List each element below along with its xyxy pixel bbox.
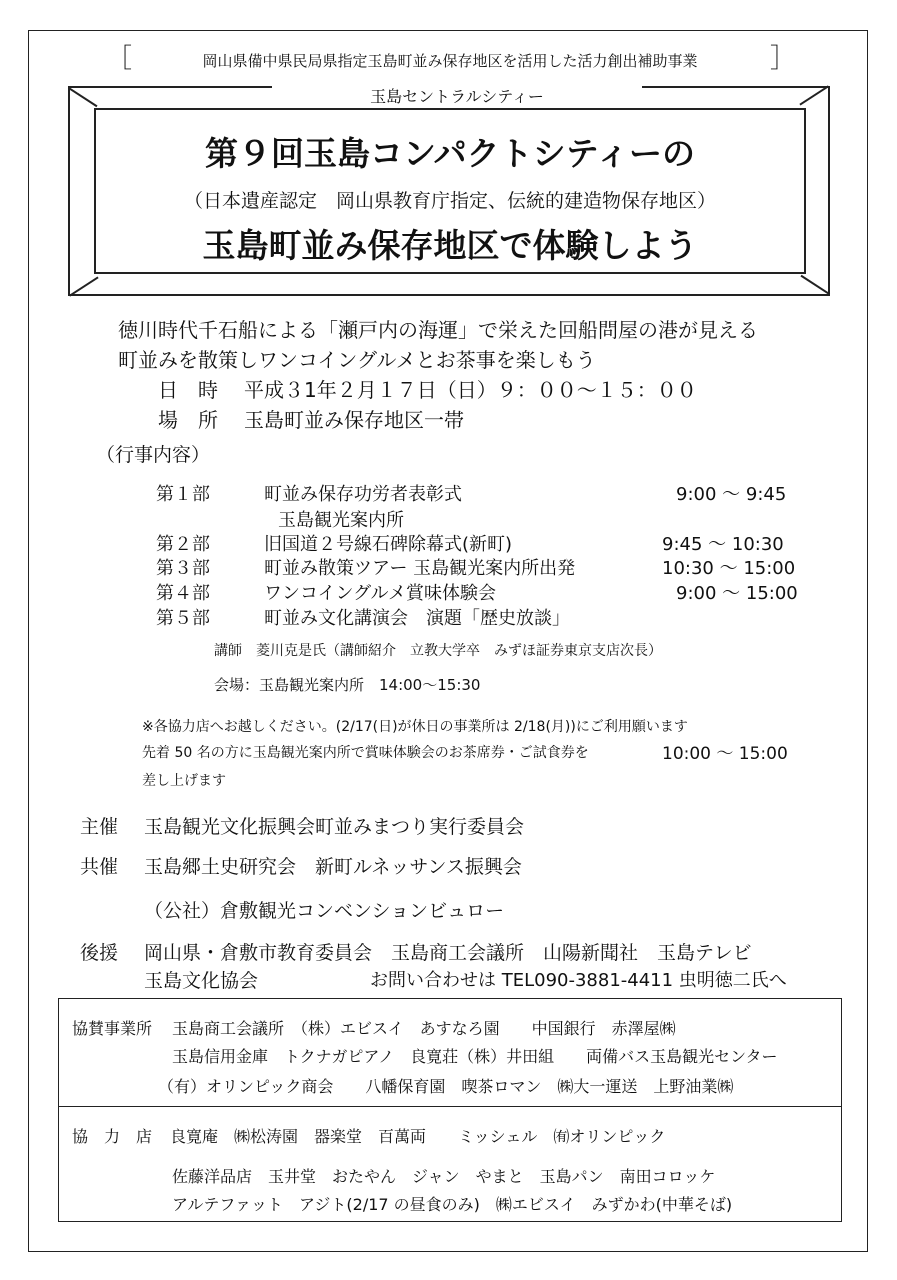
program-part: 第５部 [156, 608, 210, 629]
note-line-2: 先着 50 名の方に玉島観光案内所で賞味体験会のお茶席券・ご試食券を [142, 745, 589, 761]
program-title: ワンコイングルメ賞味体験会 [264, 583, 497, 604]
program-title: 旧国道２号線石碑除幕式(新町) [264, 534, 513, 555]
program-part: 第３部 [156, 558, 210, 579]
place-label: 場 所 [158, 408, 218, 432]
program-heading: （行事内容） [96, 444, 211, 466]
title-line-3: 玉島町並み保存地区で体験しよう [202, 226, 698, 265]
cohost-line-2: （公社）倉敷観光コンベンションビュロー [144, 900, 505, 922]
note-line-1: ※各協力店へお越しください。(2/17(日)が休日の事業所は 2/18(月))にご利用願います [142, 719, 688, 735]
lecturer: 講師 菱川克是氏（講師紹介 立教大学卒 みずほ証券東京支店次長） [214, 643, 662, 659]
support-line-1: 岡山県・倉敷市教育委員会 玉島商工会議所 山陽新聞社 玉島テレビ [144, 942, 752, 964]
program-part: 第４部 [156, 583, 210, 604]
program-title: 町並み文化講演会 演題「歴史放談」 [264, 608, 570, 629]
cooperators-label: 協 力 店 [72, 1127, 153, 1146]
program-title: 町並み保存功労者表彰式 [264, 484, 462, 505]
cooperators-line-3: アルテファット アジト(2/17 の昼食のみ) ㈱エビスイ みずかわ(中華そば) [172, 1195, 733, 1214]
cooperators-line-1: 良寛庵 ㈱松涛園 器楽堂 百萬両 ミッシェル ㈲オリンピック [170, 1127, 666, 1146]
program-time: 9:00 〜 9:45 [676, 484, 787, 505]
host: 玉島観光文化振興会町並みまつり実行委員会 [144, 816, 525, 838]
sponsors-label: 協賛事業所 [72, 1019, 153, 1038]
intro-line-2: 町並みを散策しワンコイングルメとお茶事を楽しもう [118, 348, 596, 372]
host-label: 主催 [80, 816, 119, 838]
place-value: 玉島町並み保存地区一帯 [244, 408, 464, 432]
sponsors-line-1: 玉島商工会議所 （株）エビスイ あすなろ園 中国銀行 赤澤屋㈱ [172, 1019, 676, 1038]
venue: 会場：玉島観光案内所 14:00〜15:30 [214, 676, 481, 694]
support-line-2: 玉島文化協会 [144, 970, 259, 992]
cooperators-line-2: 佐藤洋品店 玉井堂 おたやん ジャン やまと 玉島パン 南田コロッケ [172, 1167, 716, 1186]
datetime-value: 平成３1年２月１７日（日）９：００〜１５：００ [244, 378, 697, 402]
sponsors-line-3: （有）オリンピック商会 八幡保育園 喫茶ロマン ㈱大一運送 上野油業㈱ [158, 1077, 734, 1096]
program-title: 町並み散策ツアー 玉島観光案内所出発 [264, 558, 576, 579]
sponsor-divider [58, 1106, 842, 1107]
program-time: 9:45 〜 10:30 [662, 534, 784, 555]
program-part: 第２部 [156, 534, 210, 555]
intro-line-1: 徳川時代千石船による「瀬戸内の海運」で栄えた回船問屋の港が見える [118, 318, 758, 342]
contact: お問い合わせは TEL090-3881-4411 虫明徳二氏へ [370, 970, 787, 991]
note-line-3: 差し上げます [142, 773, 226, 789]
datetime-label: 日 時 [158, 378, 218, 402]
note-time: 10:00 〜 15:00 [662, 744, 788, 764]
program-part: 第１部 [156, 484, 210, 505]
right-bracket: ］ [770, 44, 797, 74]
banner: 玉島セントラルシティー [272, 86, 642, 108]
program-time: 9:00 〜 15:00 [676, 583, 798, 604]
sponsors-line-2: 玉島信用金庫 トクナガピアノ 良寛荘（株）井田組 両備バス玉島観光センター [172, 1047, 778, 1066]
title-line-2: （日本遺産認定 岡山県教育庁指定、伝統的建造物保存地区） [183, 190, 716, 212]
subsidy-line: 岡山県備中県民局県指定玉島町並み保存地区を活用した活力創出補助事業 [202, 52, 698, 70]
cohost-label: 共催 [80, 856, 119, 878]
support-label: 後援 [80, 942, 119, 964]
cohost-line-1: 玉島郷土史研究会 新町ルネッサンス振興会 [144, 856, 522, 878]
title-line-1: 第９回玉島コンパクトシティーの [204, 134, 696, 173]
program-sub: 玉島観光案内所 [278, 510, 404, 531]
left-bracket: ［ [106, 44, 133, 74]
program-time: 10:30 〜 15:00 [662, 558, 796, 579]
